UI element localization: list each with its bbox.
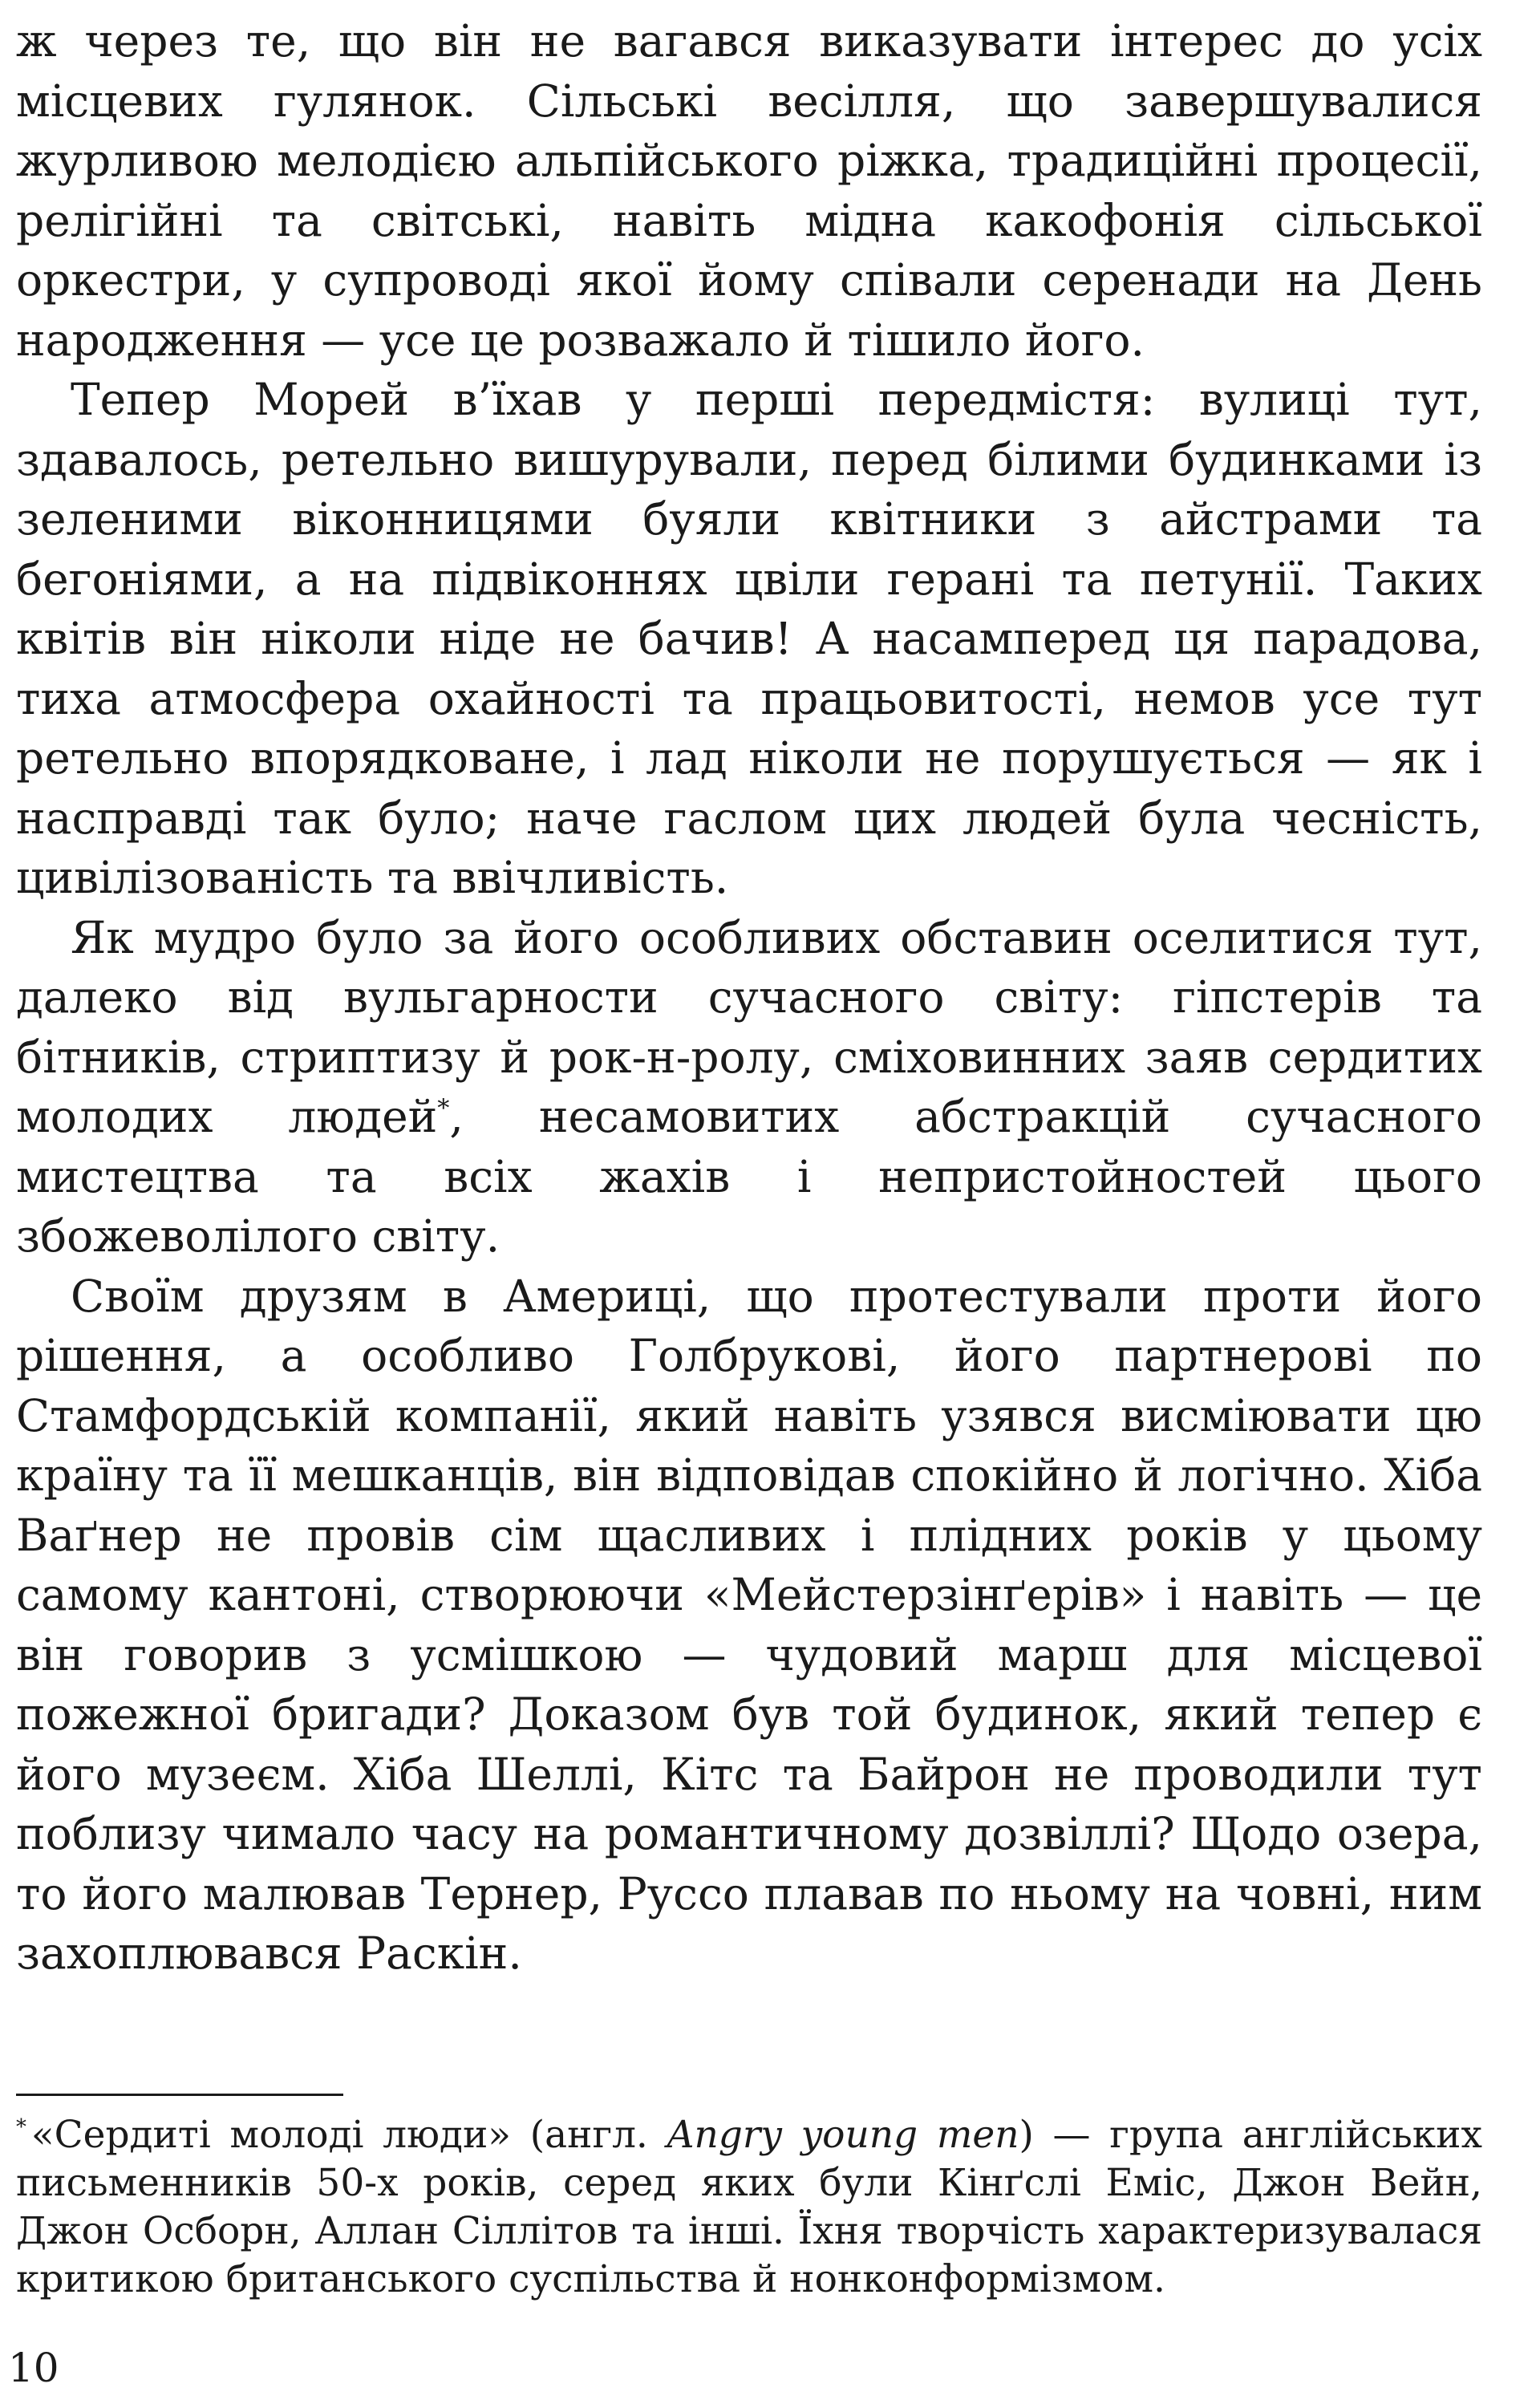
footnote bbox=[16, 2111, 1482, 2304]
body-text bbox=[16, 11, 1482, 1984]
paragraph-text: , несамовитих абстракцій сучасного мистецтва та всіх жахів і непристойностей цього збожеволілого світу. bbox=[16, 1091, 1482, 1262]
footnote-text-before: «Сердиті молоді люди» (англ. bbox=[30, 2113, 667, 2157]
footnote-divider bbox=[16, 2094, 343, 2096]
paragraph bbox=[16, 370, 1482, 908]
footnote-reference: * bbox=[437, 1094, 450, 1123]
paragraph-text: Як мудро було за його особливих обставин оселитися тут, далеко від вульгарности сучасного світу: гіпстерів та бітників, стриптизу й рок-н-ролу, сміховинних заяв сердитих молодих людей bbox=[16, 911, 1482, 1142]
footnote-mark: * bbox=[16, 2115, 26, 2140]
paragraph bbox=[16, 11, 1482, 370]
paragraph-text: Тепер Морей в’їхав у перші передмістя: вулиці тут, здавалось, ретельно вишурували, перед білими будинками із зеленими віконницями буяли квітники з айстрами та бегоніями, а на підвіконнях цвіли герані та петунії. Таких квітів він ніколи ніде не бачив! А насамперед ця парадова, тиха атмосфера охайності та працьовитості, немов усе тут ретельно впорядковане, і лад ніколи не порушується — як і насправді так було; наче гаслом цих людей була чесність, цивілізованість та ввічливість. bbox=[16, 374, 1482, 903]
paragraph bbox=[16, 908, 1482, 1267]
paragraph-text: Своїм друзям в Америці, що протестували проти його рішення, а особливо Голбрукові, його партнерові по Стамфордській компанії, який навіть узявся висміювати цю країну та її мешканців, він відповідав спокійно й логічно. Хіба Ваґнер не провів сім щасливих і плідних років у цьому самому кантоні, створюючи «Мейстерзінґерів» і навіть — це він говорив з усмішкою — чудовий марш для місцевої пожежної бригади? Доказом був той будинок, який тепер є його музеєм. Хіба Шеллі, Кітс та Байрон не проводили тут поблизу чимало часу на романтичному дозвіллі? Щодо озера, то його малював Тернер, Руссо плавав по ньому на човні, ним захоплювався Раскін. bbox=[16, 1270, 1482, 1979]
footnote-italic-term: Angry young men bbox=[667, 2113, 1019, 2157]
paragraph bbox=[16, 1267, 1482, 1984]
footnote-text-after: ) — група англійських письменників 50-х років, серед яких були Кінґслі Еміс, Джон Вейн, Джон Осборн, Аллан Сіллітов та інші. Їхня творчість характеризувалася критикою британського суспільства й нонконформізмом. bbox=[16, 2113, 1482, 2301]
page-number: 10 bbox=[8, 2345, 59, 2391]
paragraph-text: ж через те, що він не вагався виказувати інтерес до усіх місцевих гулянок. Сільські весілля, що завершувалися журливою мелодією альпійського ріжка, традиційні процесії, релігійні та світські, навіть мідна какофонія сільської оркестри, у супроводі якої йому співали серенади на День народження — усе це розважало й тішило його. bbox=[16, 15, 1482, 366]
